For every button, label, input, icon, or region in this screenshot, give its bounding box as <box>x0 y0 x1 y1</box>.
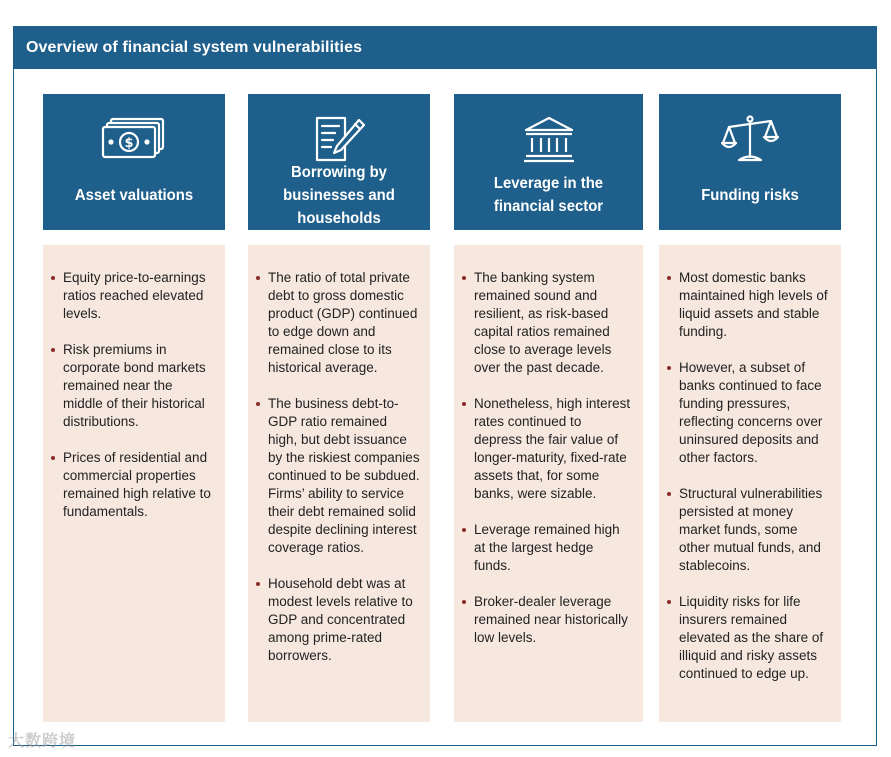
column-heading: Asset valuations <box>74 186 194 204</box>
money-bill-icon <box>43 114 225 164</box>
list-item: Most domestic banks maintained high levels of liquid assets and stable funding. <box>679 269 831 341</box>
list-item: The banking system remained sound and resilient, as risk-based capital ratios remained close to average levels over the past decade. <box>474 269 633 377</box>
column-heading: Leverage in the financial sector <box>493 175 604 215</box>
list-item: Risk premiums in corporate bond markets remained near the middle of their historical distributions. <box>63 341 215 431</box>
column-header-borrowing <box>248 94 430 230</box>
list-item: Equity price-to-earnings ratios reached elevated levels. <box>63 269 215 323</box>
column-body-asset-valuations <box>43 245 225 722</box>
list-item: Household debt was at modest levels relative to GDP and concentrated among prime-rated borrowers. <box>268 575 420 665</box>
list-item: Liquidity risks for life insurers remained elevated as the share of illiquid and risky assets continued to edge up. <box>679 593 831 683</box>
list-item: Prices of residential and commercial properties remained high relative to fundamentals. <box>63 449 215 521</box>
watermark: 大数跨境 <box>8 733 77 750</box>
column-header-leverage <box>454 94 643 230</box>
column-body-leverage <box>454 245 643 722</box>
list-item: However, a subset of banks continued to face funding pressures, reflecting concerns over uninsured deposits and other factors. <box>679 359 831 467</box>
balance-scale-icon <box>659 114 841 164</box>
list-item: Broker-dealer leverage remained near historically low levels. <box>474 593 633 647</box>
document-pen-icon <box>248 114 430 164</box>
list-item: The ratio of total private debt to gross domestic product (GDP) continued to edge down and remained close to its historical average. <box>268 269 420 377</box>
figure-title: Overview of financial system vulnerabilities <box>14 27 876 69</box>
list-item: Leverage remained high at the largest hedge funds. <box>474 521 633 575</box>
bank-building-icon <box>454 114 643 164</box>
column-header-asset-valuations <box>43 94 225 230</box>
column-body-borrowing <box>248 245 430 722</box>
column-body-funding <box>659 245 841 722</box>
column-heading: Funding risks <box>701 186 799 204</box>
column-header-funding <box>659 94 841 230</box>
column-heading: Borrowing by businesses and households <box>283 163 395 227</box>
list-item: Structural vulnerabilities persisted at money market funds, some other mutual funds, and stablecoins. <box>679 485 831 575</box>
list-item: Nonetheless, high interest rates continued to depress the fair value of longer-maturity, fixed-rate assets that, for some banks, were sizable. <box>474 395 633 503</box>
list-item: The business debt-to-GDP ratio remained high, but debt issuance by the riskiest companies continued to be subdued. Firms’ ability to service their debt remained solid despite declining interest coverage ratios. <box>268 396 420 555</box>
svg-text:$: $ <box>124 136 134 151</box>
